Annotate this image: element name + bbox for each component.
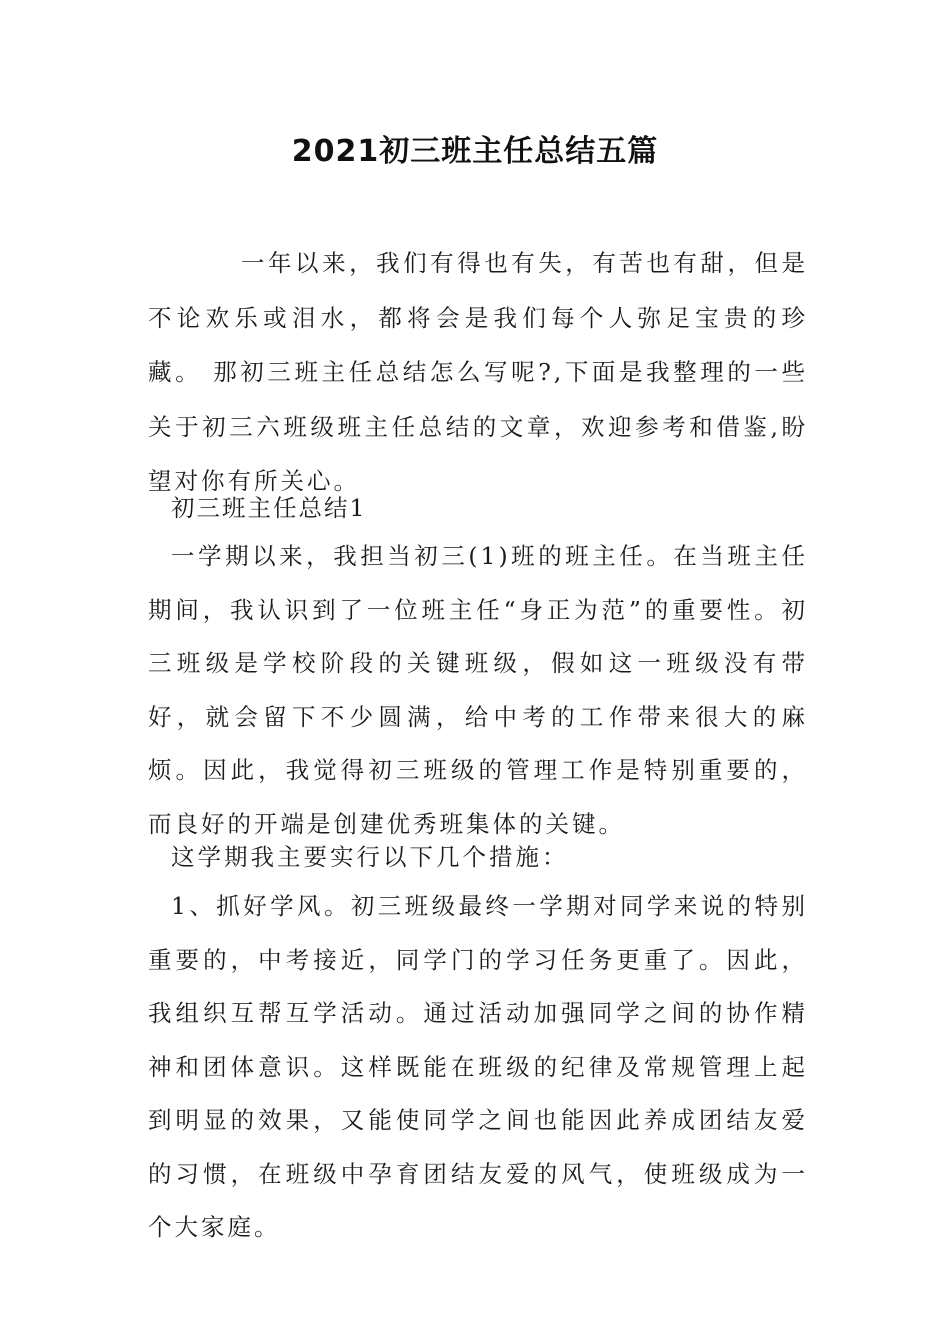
section-heading: 初三班主任总结1: [171, 494, 367, 522]
measure-1-paragraph: 1、抓好学风。初三班级最终一学期对同学来说的特别重要的，中考接近，同学门的学习任务更重了。因此，我组织互帮互学活动。通过活动加强同学之间的协作精神和团体意识。这样既能在班级的纪律及常规管理上起到明显的效果，又能使同学之间也能因此养成团结友爱的习惯，在班级中孕育团结友爱的风气，使班级成为一个大家庭。: [148, 892, 808, 1241]
measures-lead-paragraph: 这学期我主要实行以下几个措施：: [171, 843, 569, 871]
intro-paragraph: 一年以来，我们有得也有失，有苦也有甜，但是不论欢乐或泪水，都将会是我们每个人弥足宝贵的珍藏。 那初三班主任总结怎么写呢?,下面是我整理的一些关于初三六班级班主任总结的文章，欢迎参考和借鉴,盼望对你有所关心。: [148, 249, 808, 495]
section-paragraph: 一学期以来，我担当初三(1)班的班主任。在当班主任期间，我认识到了一位班主任“身正为范”的重要性。初三班级是学校阶段的关键班级，假如这一班级没有带好，就会留下不少圆满，给中考的工作带来很大的麻烦。因此，我觉得初三班级的管理工作是特别重要的，而良好的开端是创建优秀班集体的关键。: [148, 542, 808, 838]
document-title: 2021初三班主任总结五篇: [291, 134, 659, 169]
